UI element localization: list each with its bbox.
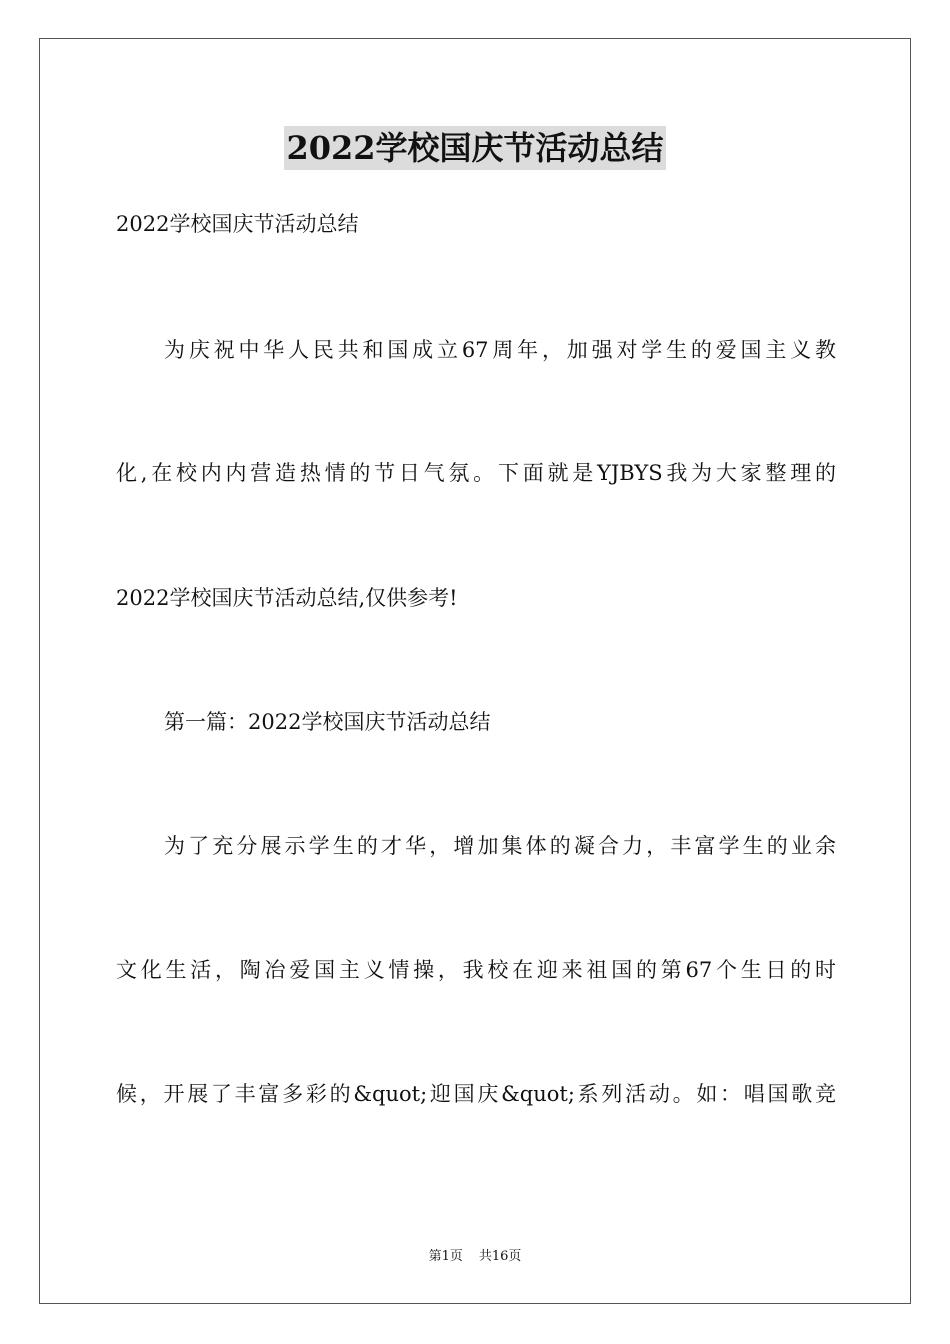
- body-line: 为庆祝中华人民共和国成立67周年，加强对学生的爱国主义教: [164, 338, 836, 362]
- body-line: 候，开展了丰富多彩的&quot;迎国庆&quot;系列活动。如：唱国歌竞: [116, 1082, 836, 1106]
- body-line-subtitle: 2022学校国庆节活动总结: [116, 212, 359, 236]
- section-heading: 第一篇：2022学校国庆节活动总结: [164, 710, 491, 734]
- body-line: 化,在校内内营造热情的节日气氛。下面就是YJBYS我为大家整理的: [116, 461, 836, 485]
- document-title-text: 2022学校国庆节活动总结: [284, 126, 665, 170]
- body-line: 为了充分展示学生的才华，增加集体的凝合力，丰富学生的业余: [164, 834, 836, 858]
- document-title: [0, 126, 950, 170]
- page-number: 第1页: [428, 1249, 463, 1264]
- page-footer: [0, 1248, 950, 1266]
- page-total: 共16页: [478, 1249, 522, 1264]
- body-line: 文化生活，陶冶爱国主义情操，我校在迎来祖国的第67个生日的时: [116, 958, 836, 982]
- body-line: 2022学校国庆节活动总结,仅供参考!: [116, 586, 458, 610]
